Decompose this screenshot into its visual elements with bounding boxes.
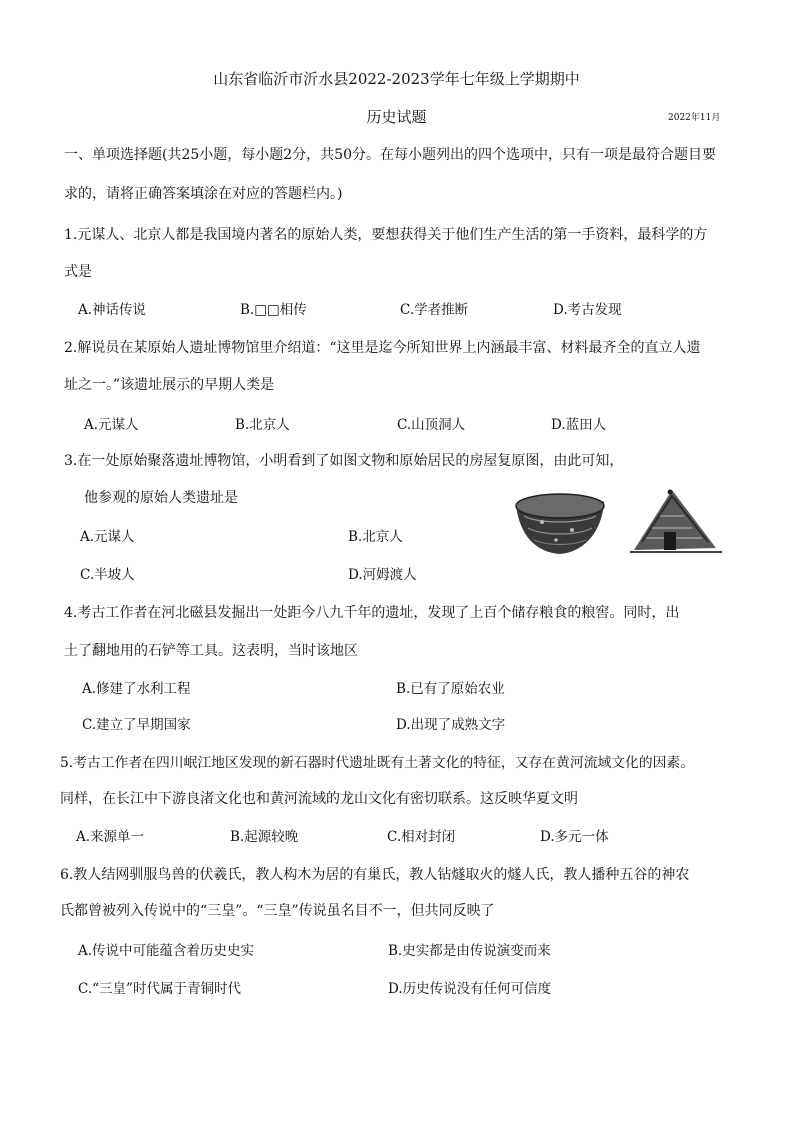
question-2-option-c: C.山顶洞人	[397, 417, 466, 433]
thatched-hut-image	[630, 490, 722, 553]
question-1-line-2: 式是	[64, 264, 92, 280]
question-5-line-1: 5.考古工作者在四川岷江地区发现的新石器时代遗址既有土著文化的特征，又存在黄河流域文化的因素。	[60, 755, 695, 771]
question-3-line-1: 3.在一处原始聚落遗址博物馆，小明看到了如图文物和原始居民的房屋复原图，由此可知，	[64, 453, 624, 469]
question-1-option-b: B.□□相传	[240, 302, 307, 318]
question-5-option-b: B.起源较晚	[230, 829, 299, 845]
question-4-line-1: 4.考古工作者在河北磁县发掘出一处距今八九千年的遗址，发现了上百个储存粮食的粮窖。同时，出	[64, 605, 680, 621]
artifact-and-house-figure	[512, 484, 732, 560]
question-6-option-c: C.“三皇”时代属于青铜时代	[78, 981, 241, 997]
question-4-option-a: A.修建了水利工程	[82, 681, 191, 697]
pottery-bowl-image	[516, 494, 604, 554]
question-3-option-a: A.元谋人	[80, 529, 135, 545]
question-1-option-c: C.学者推断	[400, 302, 469, 318]
question-6-line-2: 氏都曾被列入传说中的“三皇”。“三皇”传说虽名目不一，但共同反映了	[60, 903, 495, 919]
question-3-option-c: C.半坡人	[80, 567, 135, 583]
question-2-option-b: B.北京人	[235, 417, 290, 433]
question-2-line-1: 2.解说员在某原始人遗址博物馆里介绍道：“这里是迄今所知世界上内涵最丰富、材料最齐全的直立人遗	[64, 340, 701, 356]
question-2-line-2: 址之一。”该遗址展示的早期人类是	[64, 377, 275, 393]
section-instruction-line-1: 一、单项选择题(共25小题，每小题2分，共50分。在每小题列出的四个选项中，只有一项是最符合题目要	[64, 147, 716, 163]
question-5-option-c: C.相对封闭	[387, 829, 456, 845]
question-4-line-2: 土了翻地用的石铲等工具。这表明，当时该地区	[64, 643, 358, 659]
question-1-line-1: 1.元谋人、北京人都是我国境内著名的原始人类，要想获得关于他们生产生活的第一手资料，最科学的方	[64, 227, 708, 243]
question-4-option-d: D.出现了成熟文字	[396, 717, 506, 733]
question-5-line-2: 同样，在长江中下游良渚文化也和黄河流域的龙山文化有密切联系。这反映华夏文明	[60, 791, 578, 807]
question-4-option-c: C.建立了早期国家	[82, 717, 191, 733]
question-3-option-b: B.北京人	[348, 529, 403, 545]
question-6-option-a: A.传说中可能蕴含着历史史实	[78, 943, 255, 959]
question-3-option-d: D.河姆渡人	[348, 567, 417, 583]
exam-subtitle: 历史试题	[366, 108, 427, 126]
exam-date: 2022年11月	[668, 113, 721, 123]
question-6-option-b: B.史实都是由传说演变而来	[388, 943, 551, 959]
question-5-option-a: A.来源单一	[76, 829, 145, 845]
question-5-option-d: D.多元一体	[540, 829, 609, 845]
question-2-option-a: A.元谋人	[84, 417, 139, 433]
question-6-line-1: 6.教人结网驯服鸟兽的伏羲氏，教人构木为居的有巢氏，教人钻燧取火的燧人氏，教人播种五谷的神农	[60, 867, 690, 883]
question-1-option-a: A.神话传说	[78, 302, 147, 318]
question-2-option-d: D.蓝田人	[551, 417, 607, 433]
question-6-option-d: D.历史传说没有任何可信度	[388, 981, 552, 997]
section-instruction-line-2: 求的，请将正确答案填涂在对应的答题栏内。)	[64, 186, 343, 202]
question-4-option-b: B.已有了原始农业	[396, 681, 505, 697]
question-1-option-d: D.考古发现	[553, 302, 622, 318]
question-3-line-2: 他参观的原始人类遗址是	[84, 490, 238, 506]
exam-title: 山东省临沂市沂水县2022-2023学年七年级上学期期中	[213, 70, 580, 88]
